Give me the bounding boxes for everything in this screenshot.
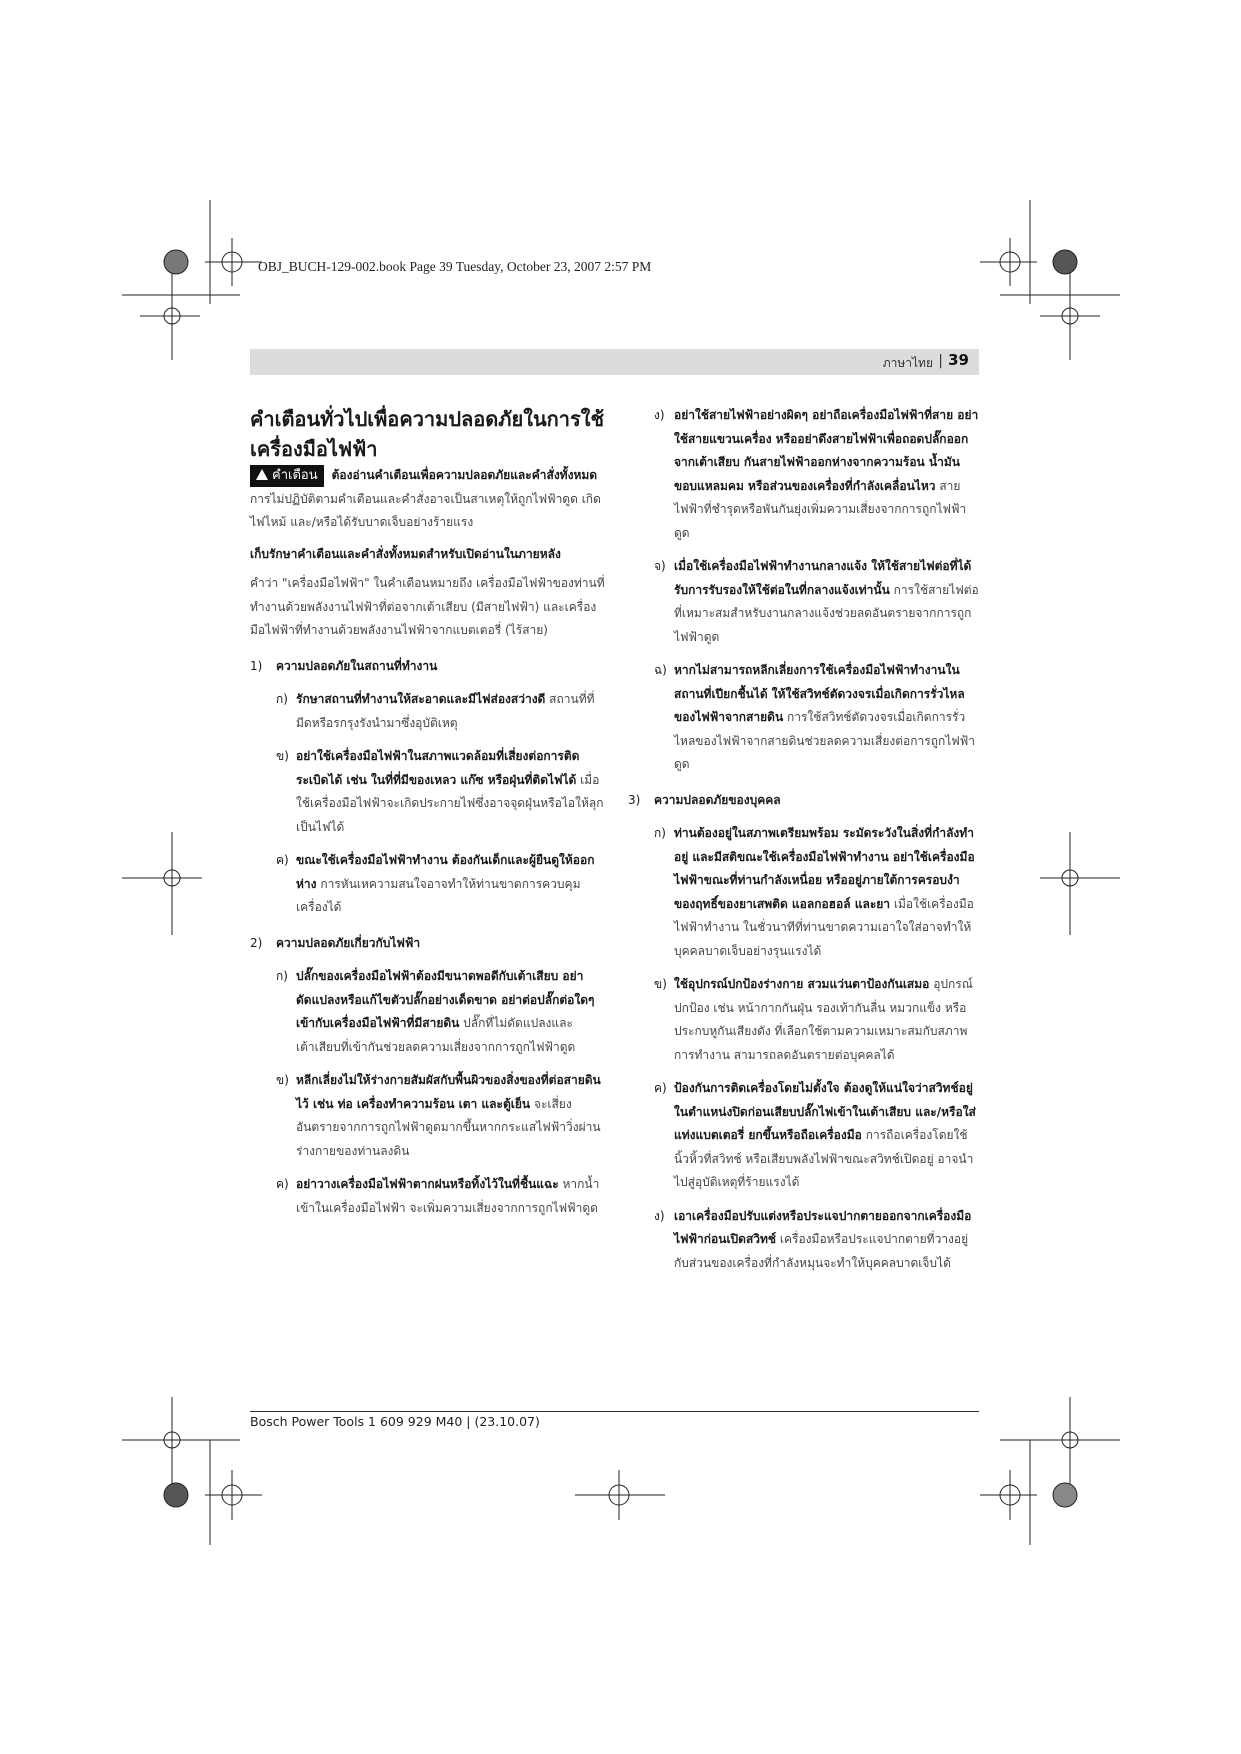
book-info-line: OBJ_BUCH-129-002.book Page 39 Tuesday, October 23, 2007 2:57 PM	[258, 259, 652, 274]
section-title: ความปลอดภัยเกี่ยวกับไฟฟ้า	[276, 935, 421, 950]
section-title: ความปลอดภัยของบุคคล	[654, 792, 781, 807]
list-item: ง) อย่าใช้สายไฟฟ้าอย่างผิดๆ อย่าถือเครื่องมือไฟฟ้าที่สาย อย่าใช้สายแขวนเครื่อง หรืออย่าดึงสายไฟฟ้าเพื่อถอดปลั๊กออกจากเต้าเสียบ กันสายไฟฟ้าออกห่างจากความร้อน น้ำมัน ขอบแหลมคม หรือส่วนของเครื่องที่กำลังเคลื่อนไหว สายไฟฟ้าที่ชำรุดหรือพันกันยุ่งเพิ่มความเสี่ยงจากการถูกไฟฟ้าดูด	[654, 408, 979, 540]
footer-text: Bosch Power Tools 1 609 929 M40 | (23.10.07)	[250, 1414, 540, 1429]
page-number: 39	[948, 351, 969, 369]
list-item: ก) ท่านต้องอยู่ในสภาพเตรียมพร้อม ระมัดระวังในสิ่งที่กำลังทำอยู่ และมีสติขณะใช้เครื่องมือไฟฟ้าทำงาน อย่าใช้เครื่องมือไฟฟ้าขณะที่ท่านกำลังเหนื่อย หรืออยู่ภายใต้การครอบงำของฤทธิ์ของยาเสพติด แอลกอฮอล์ และยา เมื่อใช้เครื่องมือไฟฟ้าทำงาน ในชั่วนาทีที่ท่านขาดความเอาใจใส่อาจทำให้บุคคลบาดเจ็บอย่างรุนแรงได้	[654, 826, 975, 958]
list-item: ค) ป้องกันการติดเครื่องโดยไม่ตั้งใจ ต้องดูให้แน่ใจว่าสวิทช์อยู่ในตำแหน่งปิดก่อนเสียบปลั๊กไฟเข้าในเต้าเสียบ และ/หรือใส่แท่งแบตเตอรี่ ยกขึ้นหรือถือเครื่องมือ การถือเครื่องโดยใช้นิ้วหิ้วที่สวิทช์ หรือเสียบพลังไฟฟ้าขณะสวิทช์เปิดอยู่ อาจนำไปสู่อุบัติเหตุที่ร้ายแรงได้	[654, 1081, 976, 1189]
list-item: ก) ปลั๊กของเครื่องมือไฟฟ้าต้องมีขนาดพอดีกับเต้าเสียบ อย่าดัดแปลงหรือแก้ไขตัวปลั๊กอย่างเด็ดขาด อย่าต่อปลั๊กต่อใดๆ เข้ากับเครื่องมือไฟฟ้าที่มีสายดิน ปลั๊กที่ไม่ดัดแปลงและเต้าเสียบที่เข้ากันช่วยลดความเสี่ยงจากการถูกไฟฟ้าดูด	[276, 969, 595, 1054]
warning-paragraph	[250, 464, 605, 535]
warning-badge: คำเตือน	[250, 465, 324, 487]
warning-triangle-icon	[256, 469, 268, 480]
list-item: ข) อย่าใช้เครื่องมือไฟฟ้าในสภาพแวดล้อมที่เสี่ยงต่อการติดระเบิดได้ เช่น ในที่ที่มีของเหลว แก๊ซ หรือฝุ่นที่ติดไฟได้ เมื่อใช้เครื่องมือไฟฟ้าจะเกิดประกายไฟซึ่งอาจจุดฝุ่นหรือไอให้ลุกเป็นไฟได้	[276, 749, 604, 834]
section-work-area	[250, 655, 605, 679]
list-item: ข) หลีกเลี่ยงไม่ให้ร่างกายสัมผัสกับพื้นผิวของสิ่งของที่ต่อสายดินไว้ เช่น ท่อ เครื่องทำความร้อน เตา และตู้เย็น จะเสี่ยงอันตรายจากการถูกไฟฟ้าดูดมากขึ้นหากกระแสไฟฟ้าวิ่งผ่านร่างกายของท่านลงดิน	[276, 1073, 601, 1158]
section-title: ความปลอดภัยในสถานที่ทำงาน	[276, 658, 438, 673]
section-electrical	[250, 932, 605, 956]
list-item: ข) ใช้อุปกรณ์ปกป้องร่างกาย สวมแว่นตาป้องกันเสมอ อุปกรณ์ปกป้อง เช่น หน้ากากกันฝุ่น รองเท้ากันลื่น หมวกแข็ง หรือประกบหูกันเสียงดัง ที่เลือกใช้ตามความเหมาะสมกับสภาพการทำงาน สามารถลดอันตรายต่อบุคคลได้	[654, 977, 973, 1062]
warning-text: การไม่ปฏิบัติตามคำเตือนและคำสั่งอาจเป็นสาเหตุให้ถูกไฟฟ้าดูด เกิดไฟไหม้ และ/หรือได้รับบาดเจ็บอย่างร้ายแรง	[250, 491, 601, 529]
list-item: ฉ) หากไม่สามารถหลีกเลี่ยงการใช้เครื่องมือไฟฟ้าทำงานในสถานที่เปียกชื้นได้ ให้ใช้สวิทช์ตัดวงจรเมื่อเกิดการรั่วไหลของไฟฟ้าจากสายดิน การใช้สวิทช์ตัดวงจรเมื่อเกิดการรั่วไหลของไฟฟ้าจากสายดินช่วยลดความเสี่ยงต่อการถูกไฟฟ้าดูด	[654, 663, 975, 771]
warning-bold: ต้องอ่านคำเตือนเพื่อความปลอดภัยและคำสั่งทั้งหมด	[331, 468, 598, 482]
keep-instructions-heading: เก็บรักษาคำเตือนและคำสั่งทั้งหมดสำหรับเปิดอ่านในภายหลัง	[250, 546, 561, 561]
list-item: ง) เอาเครื่องมือปรับแต่งหรือประแจปากตายออกจากเครื่องมือไฟฟ้าก่อนเปิดสวิทช์ เครื่องมือหรือประแจปากตายที่วางอยู่กับส่วนของเครื่องที่กำลังหมุนจะทำให้บุคคลบาดเจ็บได้	[654, 1208, 972, 1270]
footer-rule	[250, 1411, 979, 1412]
section-number: 3)	[628, 792, 641, 807]
section-number: 1)	[250, 658, 263, 673]
list-item: ค) อย่าวางเครื่องมือไฟฟ้าตากฝนหรือทิ้งไว้ในที่ชื้นแฉะ หากน้ำเข้าในเครื่องมือไฟฟ้า จะเพิ่มความเสี่ยงจากการถูกไฟฟ้าดูด	[276, 1177, 600, 1215]
definition-paragraph: คำว่า "เครื่องมือไฟฟ้า" ในคำเตือนหมายถึง เครื่องมือไฟฟ้าของท่านที่ทำงานด้วยพลังงานไฟฟ้าที่ต่อจากเต้าเสียบ (มีสายไฟฟ้า) และเครื่องมือไฟฟ้าที่ทำงานด้วยพลังงานไฟฟ้าจากแบตเตอรี่ (ไร้สาย)	[250, 576, 605, 637]
header-separator: |	[938, 353, 943, 369]
list-item: จ) เมื่อใช้เครื่องมือไฟฟ้าทำงานกลางแจ้ง ให้ใช้สายไฟต่อที่ได้รับการรับรองให้ใช้ต่อในที่กลางแจ้งเท่านั้น การใช้สายไฟต่อที่เหมาะสมสำหรับงานกลางแจ้งช่วยลดอันตรายจากการถูกไฟฟ้าดูด	[654, 559, 979, 644]
section-number: 2)	[250, 935, 263, 950]
page-title: คำเตือนทั่วไปเพื่อความปลอดภัยในการใช้เครื่องมือไฟฟ้า	[250, 407, 605, 461]
page-header-bar	[250, 349, 979, 375]
list-item: ค) ขณะใช้เครื่องมือไฟฟ้าทำงาน ต้องกันเด็กและผู้ยืนดูให้ออกห่าง การหันเหความสนใจอาจทำให้ท่านขาดการควบคุมเครื่องได้	[276, 853, 595, 914]
list-item: ก) รักษาสถานที่ทำงานให้สะอาดและมีไฟส่องสว่างดี สถานที่ที่มีดหรือรกรุงรังนำมาซึ่งอุบัติเหตุ	[276, 692, 595, 730]
language-label: ภาษาไทย	[882, 356, 933, 370]
left-column	[250, 404, 605, 1220]
section-personal-safety	[628, 789, 980, 813]
right-column	[628, 404, 980, 1275]
